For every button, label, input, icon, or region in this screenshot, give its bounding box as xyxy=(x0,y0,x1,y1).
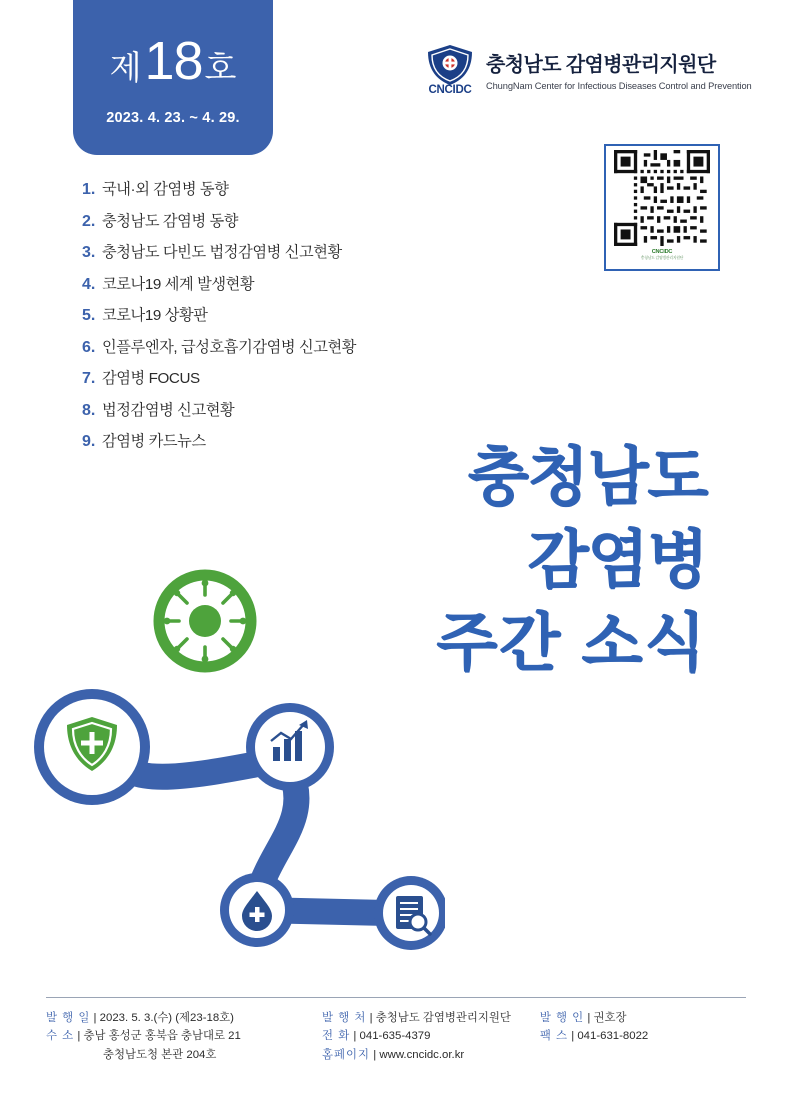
content-number: 3. xyxy=(82,244,96,261)
content-number: 2. xyxy=(82,212,96,230)
footer-sep: | xyxy=(373,1048,377,1061)
list-item[interactable] xyxy=(82,304,502,325)
content-label: 국내·외 감염병 동향 xyxy=(102,181,229,198)
footer-key: 전 화 xyxy=(322,1030,351,1043)
content-label: 법정감염병 신고현황 xyxy=(102,401,235,419)
list-item[interactable] xyxy=(82,273,502,294)
footer-key: 홈페이지 xyxy=(322,1048,371,1061)
qr-code-icon[interactable] xyxy=(610,150,714,246)
footer-value: 041-635-4379 xyxy=(359,1030,431,1043)
content-label: 감염병 FOCUS xyxy=(102,370,200,387)
organization-logo xyxy=(424,44,752,102)
shield-icon xyxy=(424,44,476,86)
shield-logo-icon xyxy=(424,44,476,102)
content-number: 6. xyxy=(82,338,96,356)
content-label: 감염병 카드뉴스 xyxy=(102,433,206,450)
list-item[interactable] xyxy=(82,241,502,262)
footer-divider xyxy=(46,997,746,998)
content-label: 충청남도 다빈도 법정감염병 신고현황 xyxy=(102,244,342,261)
page-title-line1: 충청남도 xyxy=(467,442,707,512)
issue-date-range: 2023. 4. 23. ~ 4. 29. xyxy=(106,110,240,126)
issue-suffix: 호 xyxy=(204,49,237,86)
content-label: 인플루엔자, 급성호흡기감염병 신고현황 xyxy=(102,338,357,356)
footer-row xyxy=(322,1009,528,1027)
organization-names xyxy=(486,54,752,92)
footer-row xyxy=(46,1046,310,1064)
content-number: 1. xyxy=(82,181,96,198)
footer-website-link[interactable]: www.cncidc.or.kr xyxy=(379,1048,465,1061)
list-item[interactable] xyxy=(82,399,502,420)
issue-number-line xyxy=(73,30,273,92)
content-label: 코로나19 상황판 xyxy=(102,307,208,324)
footer-value: 2023. 5. 3.(수) (제23-18호) xyxy=(99,1012,234,1024)
footer-sep: | xyxy=(571,1030,575,1043)
footer-value: 권호장 xyxy=(593,1012,627,1024)
footer-sep: | xyxy=(93,1012,97,1024)
footer-row xyxy=(540,1027,734,1045)
footer-key: 수 소 xyxy=(46,1030,75,1043)
footer-value: 충청남도 감염병관리지원단 xyxy=(375,1012,511,1024)
issue-number: 18 xyxy=(144,31,203,91)
list-item[interactable] xyxy=(82,210,502,231)
footer xyxy=(46,1009,746,1064)
footer-column-publisher xyxy=(322,1009,540,1064)
list-item[interactable] xyxy=(82,336,502,357)
list-item[interactable] xyxy=(82,367,502,388)
footer-row xyxy=(46,1027,310,1045)
page-title xyxy=(436,436,707,685)
content-number: 4. xyxy=(82,275,96,293)
footer-row xyxy=(322,1027,528,1045)
footer-key: 팩 스 xyxy=(539,1030,569,1043)
footer-key: 발 행 일 xyxy=(46,1012,91,1024)
contents-list xyxy=(82,178,502,462)
footer-value: 041-631-8022 xyxy=(577,1030,649,1043)
network-graphic-svg xyxy=(25,555,445,965)
footer-value: 충청남도청 본관 204호 xyxy=(103,1048,217,1061)
footer-sep: | xyxy=(353,1030,357,1043)
footer-row xyxy=(322,1046,528,1064)
qr-code-box[interactable] xyxy=(604,144,720,271)
qr-caption-sub: 충청남도 감염병관리지원단 xyxy=(640,256,684,260)
footer-key: 발 행 처 xyxy=(322,1012,367,1024)
footer-sep: | xyxy=(587,1012,591,1024)
organization-name-en: ChungNam Center for Infectious Diseases Control and Prevention xyxy=(486,81,752,92)
footer-row xyxy=(540,1009,734,1027)
page-title-line2: 감염병 xyxy=(527,525,707,596)
content-number: 9. xyxy=(82,433,96,450)
content-label: 충청남도 감염병 동향 xyxy=(102,212,239,230)
network-graphic xyxy=(25,555,445,965)
content-number: 8. xyxy=(82,401,96,419)
organization-name-kr: 충청남도 감염병관리지원단 xyxy=(486,54,716,77)
list-item[interactable] xyxy=(82,178,502,199)
footer-sep: | xyxy=(77,1030,81,1043)
footer-column-publication xyxy=(46,1009,322,1064)
content-number: 5. xyxy=(82,307,96,324)
footer-row xyxy=(46,1009,310,1027)
content-number: 7. xyxy=(82,370,96,387)
page-title-line3: 주간 소식 xyxy=(436,608,707,679)
footer-sep: | xyxy=(369,1012,373,1024)
qr-caption: CNCIDC 충청남도 감염병관리지원단 xyxy=(610,249,714,261)
issue-badge xyxy=(73,0,273,155)
issue-prefix: 제 xyxy=(109,49,143,86)
footer-value: 충남 홍성군 홍북읍 충남대로 21 xyxy=(83,1030,241,1043)
footer-key: 발 행 인 xyxy=(539,1012,585,1024)
logo-mark-text: CNCIDC xyxy=(428,84,472,96)
content-label: 코로나19 세계 발생현황 xyxy=(102,275,255,293)
footer-column-contact xyxy=(540,1009,746,1064)
